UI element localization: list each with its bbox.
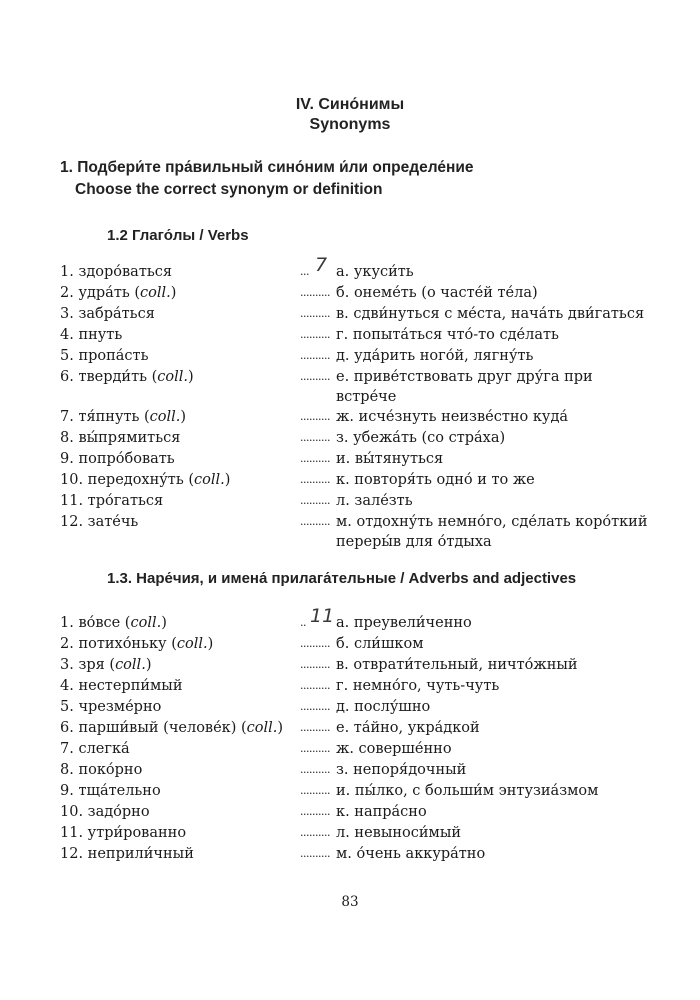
term: 8. вы́прямиться: [60, 430, 181, 446]
term: 6. тверди́ть (coll.): [60, 369, 194, 385]
adverbs-matching-list: [60, 605, 660, 865]
answer-blank[interactable]: ..........: [300, 349, 330, 362]
task-instruction-ru: 1. Подбери́те пра́вильный сино́ним и́ли определе́ние: [60, 159, 474, 176]
definition: и. вы́тянуться: [336, 451, 444, 467]
term: 9. тща́тельно: [60, 783, 161, 799]
definition: е. та́йно, укра́дкой: [336, 720, 480, 736]
chapter-subtitle: Synonyms: [309, 116, 391, 133]
answer-blank[interactable]: ..........: [300, 826, 330, 839]
definition: к. напра́сно: [336, 804, 427, 820]
definition: ж. соверше́нно: [336, 741, 452, 757]
definition: ж. исче́знуть неизве́стно куда́: [336, 409, 569, 425]
term: 5. чрезме́рно: [60, 699, 162, 715]
term: 10. передохну́ть (coll.): [60, 472, 231, 488]
term: 12. зате́чь: [60, 514, 139, 530]
page-number: 83: [341, 894, 359, 910]
definition: з. убежа́ть (со стра́ха): [336, 430, 506, 446]
definition: г. попыта́ться что́-то сде́лать: [336, 327, 559, 343]
term: 8. поко́рно: [60, 762, 143, 778]
term: 1. во́все (coll.): [60, 615, 167, 631]
answer-blank[interactable]: ..........: [300, 637, 330, 650]
answer-blank[interactable]: ...: [300, 265, 309, 278]
answer-blank[interactable]: ..........: [300, 515, 330, 528]
answer-blank[interactable]: ..........: [300, 721, 330, 734]
definition: и. пы́лко, с больши́м энтузиа́змом: [336, 783, 599, 799]
definition: б. сли́шком: [336, 636, 424, 652]
task-instruction-en: Choose the correct synonym or definition: [75, 181, 383, 198]
term: 4. пнуть: [60, 327, 123, 343]
term: 3. забра́ться: [60, 306, 155, 322]
definition: м. о́чень аккура́тно: [336, 846, 486, 862]
term: 2. потихо́ньку (coll.): [60, 636, 214, 652]
definition: м. отдохну́ть немно́го, сде́лать коро́ткий переры́в для о́тдыха: [336, 514, 648, 550]
answer-blank[interactable]: ..........: [300, 410, 330, 423]
definition: а. укуси́ть: [336, 264, 414, 280]
definition: д. послу́шно: [336, 699, 431, 715]
term: 12. неприли́чный: [60, 846, 194, 862]
term: 9. попро́бовать: [60, 451, 175, 467]
answer-blank[interactable]: ..........: [300, 763, 330, 776]
answer-blank[interactable]: ..........: [300, 431, 330, 444]
term: 4. нестерпи́мый: [60, 678, 183, 694]
answer-blank[interactable]: ..........: [300, 784, 330, 797]
definition: б. онеме́ть (о часте́й те́ла): [336, 285, 538, 301]
term: 7. слегка́: [60, 741, 130, 757]
term: 6. парши́вый (челове́к) (coll.): [60, 720, 284, 736]
term: 11. тро́гаться: [60, 493, 164, 509]
definition: з. непоря́дочный: [336, 762, 467, 778]
answer-blank[interactable]: ..........: [300, 700, 330, 713]
answer-blank[interactable]: ..........: [300, 658, 330, 671]
answer-blank[interactable]: ..........: [300, 328, 330, 341]
term: 5. пропа́сть: [60, 348, 149, 364]
definition: в. сдви́нуться с ме́ста, нача́ть дви́гаться: [336, 306, 645, 322]
verbs-matching-list: [60, 254, 660, 550]
definition: к. повторя́ть одно́ и то же: [336, 472, 535, 488]
answer-blank[interactable]: ..........: [300, 494, 330, 507]
definition: а. преувели́ченно: [336, 615, 472, 631]
answer-blank[interactable]: ..........: [300, 742, 330, 755]
term: 10. задо́рно: [60, 804, 150, 820]
handwritten-answer: 7: [315, 254, 328, 276]
answer-blank[interactable]: ..........: [300, 473, 330, 486]
definition: г. немно́го, чуть-чуть: [336, 678, 500, 694]
term: 11. утри́рованно: [60, 825, 187, 841]
handwritten-answer: 11: [310, 605, 335, 627]
answer-blank[interactable]: ..........: [300, 805, 330, 818]
definition: л. невыноси́мый: [336, 825, 462, 841]
section-heading-adverbs-adjectives: 1.3. Наре́чия, и имена́ прилага́тельные / Adverbs and adjectives: [107, 570, 577, 587]
answer-blank[interactable]: ..........: [300, 452, 330, 465]
answer-blank[interactable]: ..........: [300, 370, 330, 383]
definition: в. отврати́тельный, ничто́жный: [336, 657, 578, 673]
answer-blank[interactable]: ..........: [300, 307, 330, 320]
answer-blank[interactable]: ..........: [300, 847, 330, 860]
term: 2. удра́ть (coll.): [60, 285, 177, 301]
term: 3. зря (coll.): [60, 657, 152, 673]
chapter-title: IV. Сино́нимы: [295, 96, 405, 113]
term: 7. тя́пнуть (coll.): [60, 409, 187, 425]
answer-blank[interactable]: ..: [300, 616, 306, 629]
answer-blank[interactable]: ..........: [300, 286, 330, 299]
answer-blank[interactable]: ..........: [300, 679, 330, 692]
definition: д. уда́рить ного́й, лягну́ть: [336, 348, 534, 364]
section-heading-verbs: 1.2 Глаго́лы / Verbs: [107, 227, 249, 244]
definition: л. зале́зть: [336, 493, 413, 509]
term: 1. здоро́ваться: [60, 264, 173, 280]
definition: е. приве́тствовать друг дру́га при встре́че: [336, 369, 593, 405]
